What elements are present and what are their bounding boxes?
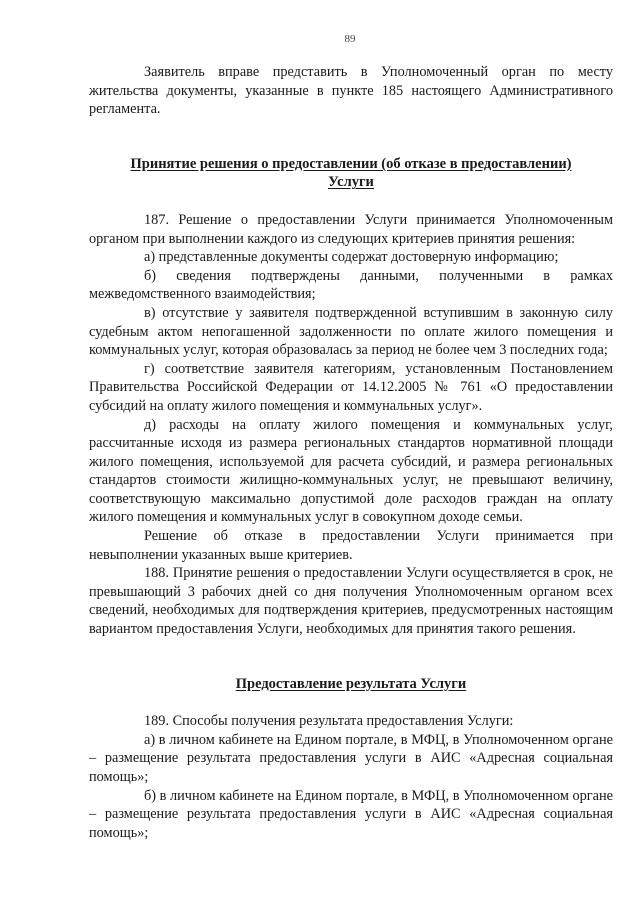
paragraph-188: 188. Принятие решения о предоставлении Услуги осуществляется в срок, не превышающий 3 рабочих дней со дня получения Уполномоченным органом всех сведений, необходимых для подтверждения критериев, предусмотренных настоящим вариантом предоставления Услуги, необходимых для принятия такого решения. [89,565,613,638]
criterion-v: в) отсутствие у заявителя подтвержденной вступившим в законную силу судебным актом непогашенной задолженности по оплате жилого помещения и коммунальных услуг, которая образовалась за период не более чем 3 последних года; [89,304,613,359]
section-heading-decision-line1: Принятие решения о предоставлении (об отказе в предоставлении) [130,155,572,172]
section-heading-result: Предоставление результата Услуги [235,675,467,692]
criterion-g: г) соответствие заявителя категориям, установленным Постановлением Правительства Российской Федерации от 14.12.2005 № 761 «О предоставлении субсидий на оплату жилого помещения и коммунальных услуг». [89,360,613,414]
criterion-d: д) расходы на оплату жилого помещения и коммунальных услуг, рассчитанные исходя из размера региональных стандартов нормативной площади жилого помещения, используемой для расчета субсидий, и размера региональных стандартов стоимости жилищно-коммунальных услуг, не превышают величину, соответствующую максимально допустимой доле расходов граждан на оплату жилого помещения и коммунальных услуг в совокупном доходе семьи. [89,416,613,526]
intro-paragraph: Заявитель вправе представить в Уполномоченный орган по месту жительства документы, указанные в пункте 185 настоящего Административного регламента. [89,64,613,118]
method-a: а) в личном кабинете на Едином портале, в МФЦ, в Уполномоченном органе – размещение результата предоставления услуги в АИС «Адресная социальная помощь»; [89,731,613,785]
page-number: 89 [344,33,356,45]
refusal-paragraph: Решение об отказе в предоставлении Услуги принимается при невыполнении указанных выше критериев. [89,528,613,563]
paragraph-189: 189. Способы получения результата предоставления Услуги: [144,713,514,730]
method-b: б) в личном кабинете на Едином портале, в МФЦ, в Уполномоченном органе – размещение результата предоставления услуги в АИС «Адресная социальная помощь»; [89,787,613,841]
section-heading-decision [89,155,613,192]
section-heading-decision-line2: Услуги [328,174,374,191]
criterion-a: а) представленные документы содержат достоверную информацию; [144,249,559,266]
criterion-b: б) сведения подтверждены данными, полученными в рамках межведомственного взаимодействия; [89,267,613,303]
paragraph-187: 187. Решение о предоставлении Услуги принимается Уполномоченным органом при выполнении каждого из следующих критериев принятия решения: [89,211,613,247]
